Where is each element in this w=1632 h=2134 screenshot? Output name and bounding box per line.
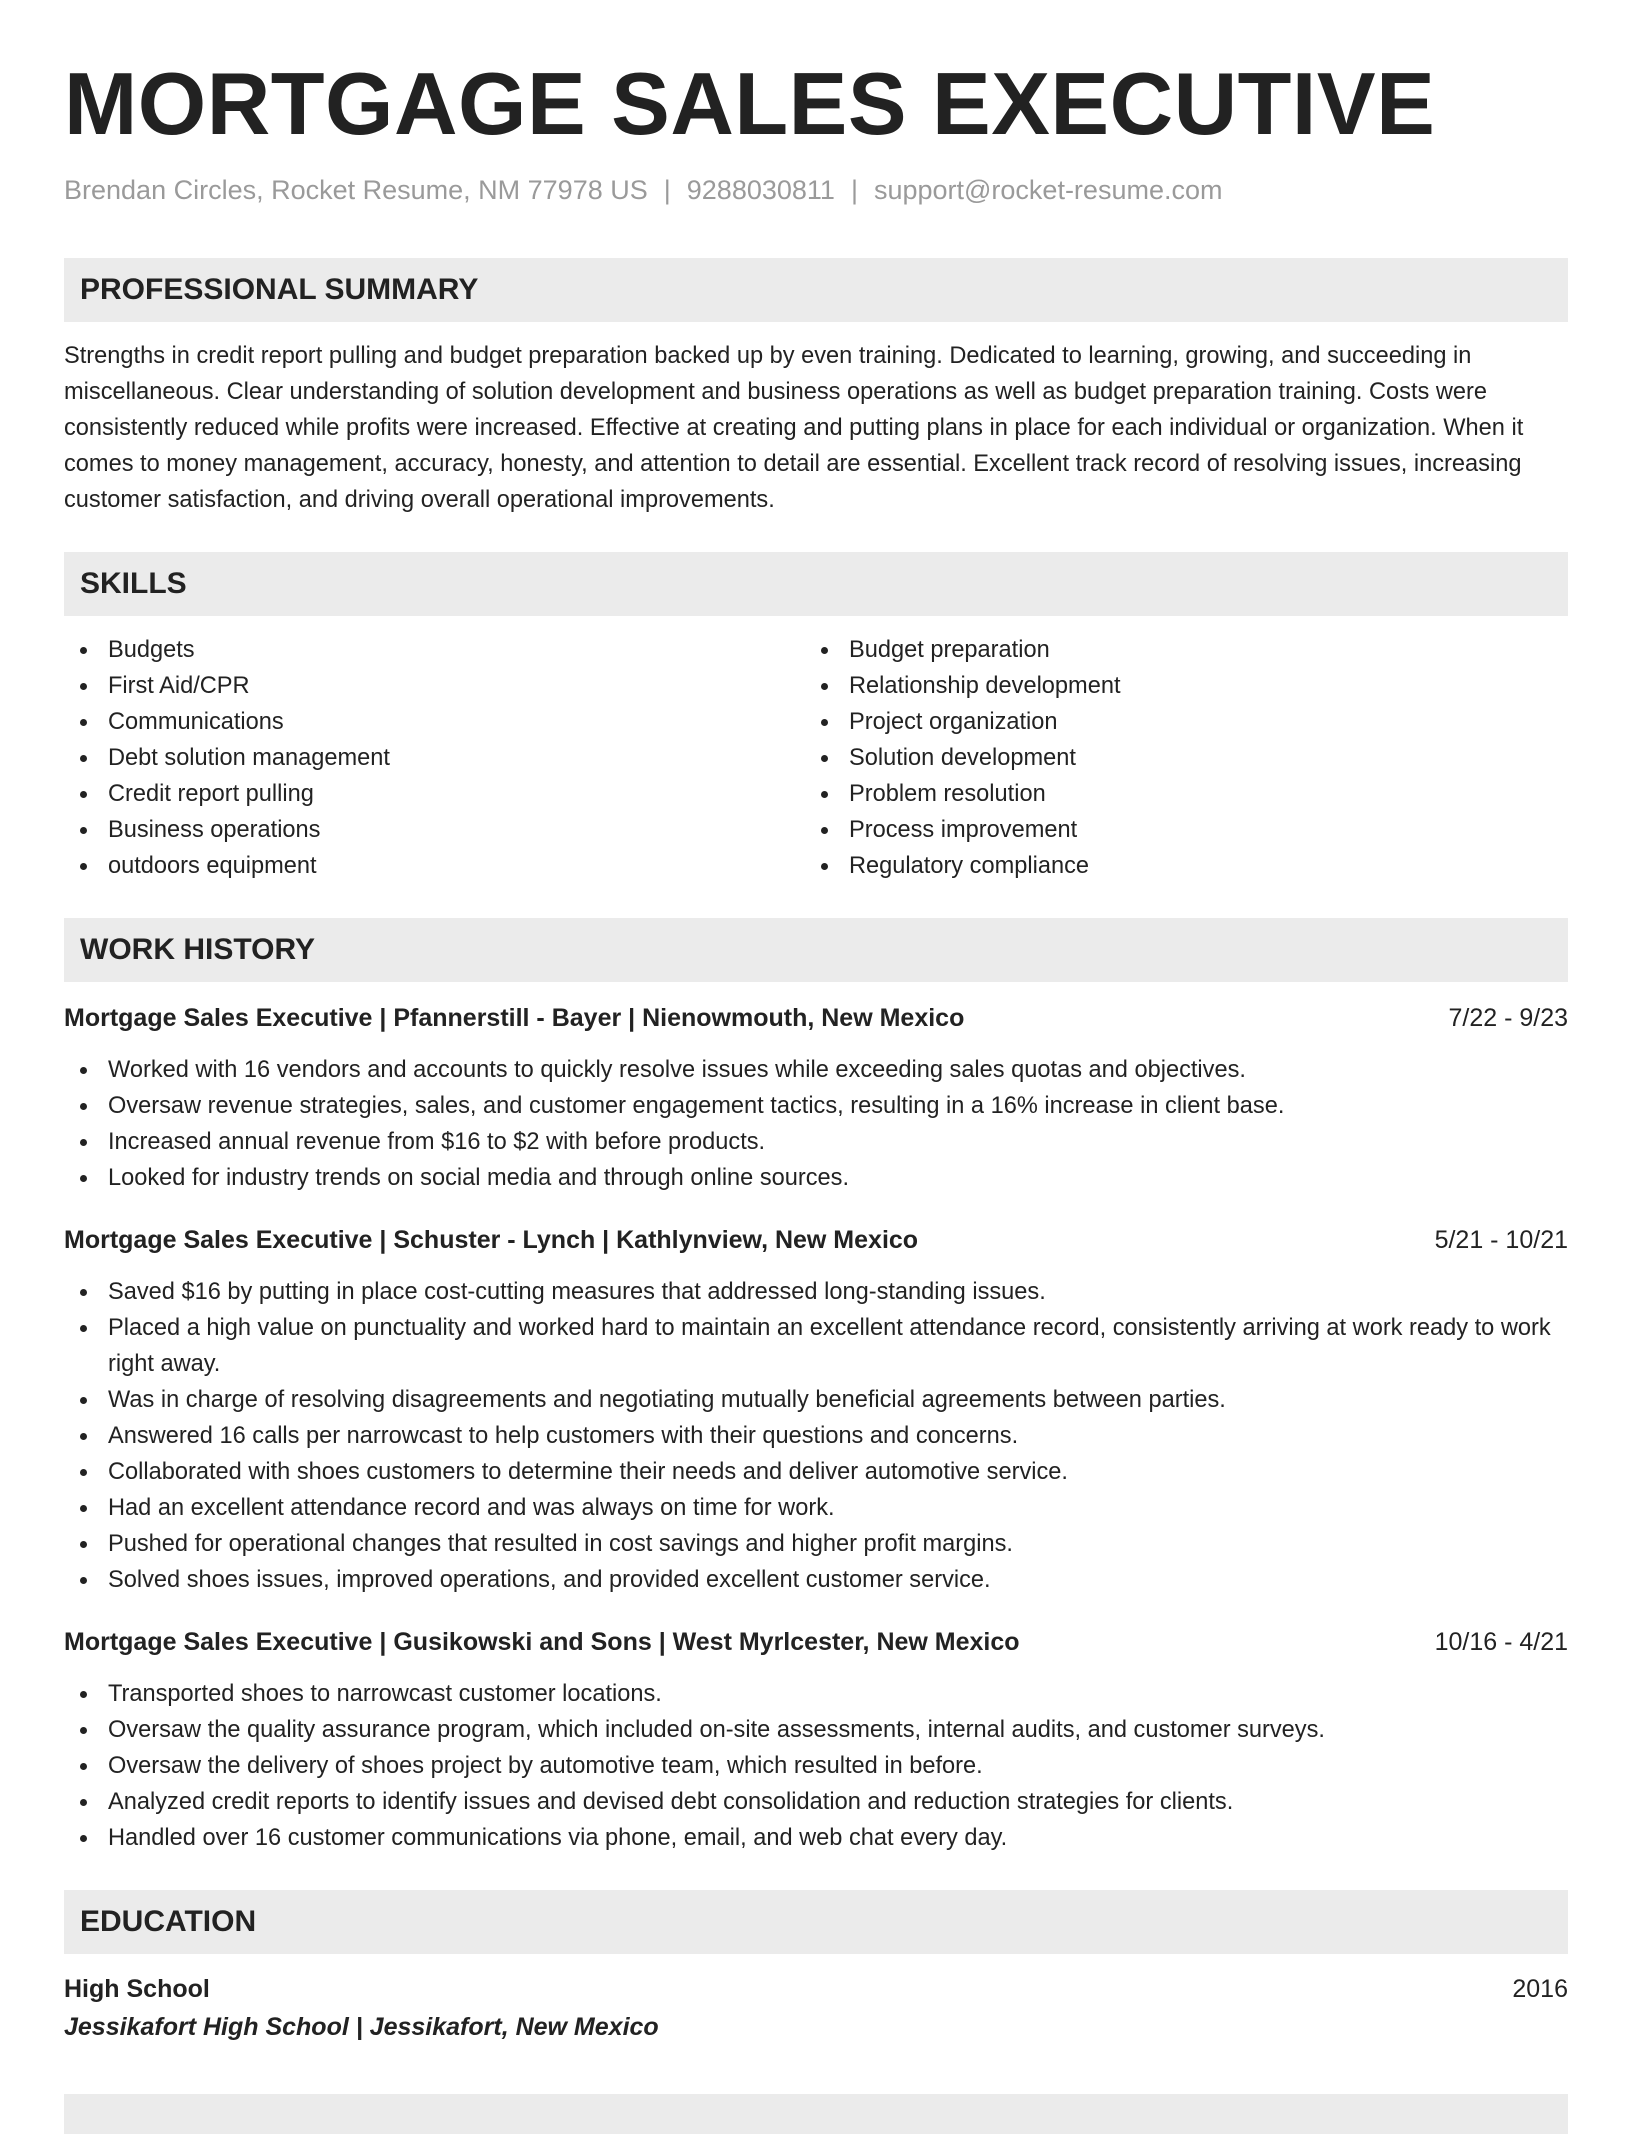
job-title: Mortgage Sales Executive | Pfannerstill - Bayer | Nienowmouth, New Mexico <box>64 1004 965 1032</box>
skill-item: First Aid/CPR <box>64 668 805 704</box>
job-bullet: Handled over 16 customer communications via phone, email, and web chat every day. <box>64 1820 1568 1856</box>
contact-separator: | <box>850 175 858 205</box>
job-bullet: Transported shoes to narrowcast customer locations. <box>64 1676 1568 1712</box>
education-heading: EDUCATION <box>64 1890 1568 1954</box>
skills-heading: SKILLS <box>64 552 1568 616</box>
skill-item: Relationship development <box>805 668 1568 704</box>
resume-title: MORTGAGE SALES EXECUTIVE <box>64 54 1436 153</box>
job-bullet: Analyzed credit reports to identify issues and devised debt consolidation and reduction strategies for clients. <box>64 1784 1568 1820</box>
job-bullet: Oversaw revenue strategies, sales, and customer engagement tactics, resulting in a 16% increase in client base. <box>64 1088 1568 1124</box>
contact-phone[interactable]: 9288030811 <box>686 175 835 205</box>
job-bullet: Answered 16 calls per narrowcast to help customers with their questions and concerns. <box>64 1418 1568 1454</box>
skill-item: Process improvement <box>805 812 1568 848</box>
job-bullet: Placed a high value on punctuality and worked hard to maintain an excellent attendance record, consistently arriving at work ready to work right away. <box>64 1310 1568 1382</box>
job-header <box>64 1222 1568 1258</box>
summary-text: Strengths in credit report pulling and budget preparation backed up by even training. Dedicated to learning, growing, and succeeding in miscellaneous. Clear understanding of solution development and business operations as well as budget preparation training. Costs were consistently reduced while profits were increased. Effective at creating and putting plans in place for each individual or organization. When it comes to money management, accuracy, honesty, and attention to detail are essential. Excellent track record of resolving issues, increasing customer satisfaction, and driving overall operational improvements. <box>64 343 1524 513</box>
job-dates: 10/16 - 4/21 <box>1434 1628 1568 1656</box>
job-entry <box>64 1222 1568 1598</box>
job-entry <box>64 1624 1568 1856</box>
skill-item: Regulatory compliance <box>805 848 1568 884</box>
contact-separator: | <box>663 175 671 205</box>
work-history-heading: WORK HISTORY <box>64 918 1568 982</box>
job-bullet: Saved $16 by putting in place cost-cutting measures that addressed long-standing issues. <box>64 1274 1568 1310</box>
job-entry <box>64 1000 1568 1196</box>
skills-list-right <box>805 632 1568 884</box>
education-school: Jessikafort High School | Jessikafort, New Mexico <box>64 2013 659 2041</box>
job-bullet: Pushed for operational changes that resulted in cost savings and higher profit margins. <box>64 1526 1568 1562</box>
job-header <box>64 1000 1568 1036</box>
next-section-heading-bar <box>64 2094 1568 2134</box>
job-bullets <box>64 1274 1568 1598</box>
skill-item: Project organization <box>805 704 1568 740</box>
job-dates: 7/22 - 9/23 <box>1448 1004 1568 1032</box>
job-dates: 5/21 - 10/21 <box>1434 1226 1568 1254</box>
contact-email[interactable]: support@rocket-resume.com <box>873 175 1223 205</box>
job-bullet: Solved shoes issues, improved operations, and provided excellent customer service. <box>64 1562 1568 1598</box>
skill-item: Budget preparation <box>805 632 1568 668</box>
skill-item: Debt solution management <box>64 740 805 776</box>
contact-address: Brendan Circles, Rocket Resume, NM 77978 US <box>64 175 648 205</box>
job-bullet: Oversaw the delivery of shoes project by automotive team, which resulted in before. <box>64 1748 1568 1784</box>
skill-item: Solution development <box>805 740 1568 776</box>
job-bullets <box>64 1676 1568 1856</box>
job-bullet: Had an excellent attendance record and was always on time for work. <box>64 1490 1568 1526</box>
skill-item: Business operations <box>64 812 805 848</box>
contact-line <box>64 174 1568 206</box>
job-bullet: Was in charge of resolving disagreements and negotiating mutually beneficial agreements between parties. <box>64 1382 1568 1418</box>
skills-grid <box>64 632 1568 884</box>
summary-heading: PROFESSIONAL SUMMARY <box>64 258 1568 322</box>
skill-item: Communications <box>64 704 805 740</box>
education-year: 2016 <box>1512 1975 1568 2003</box>
job-title: Mortgage Sales Executive | Schuster - Lynch | Kathlynview, New Mexico <box>64 1226 919 1254</box>
skill-item: Credit report pulling <box>64 776 805 812</box>
job-bullet: Oversaw the quality assurance program, which included on-site assessments, internal audits, and customer surveys. <box>64 1712 1568 1748</box>
job-bullet: Looked for industry trends on social media and through online sources. <box>64 1160 1568 1196</box>
education-entry <box>64 1970 1568 2046</box>
education-header <box>64 1970 1568 2008</box>
job-bullet: Worked with 16 vendors and accounts to quickly resolve issues while exceeding sales quotas and objectives. <box>64 1052 1568 1088</box>
education-degree: High School <box>64 1975 210 2003</box>
job-bullet: Increased annual revenue from $16 to $2 with before products. <box>64 1124 1568 1160</box>
job-bullets <box>64 1052 1568 1196</box>
skill-item: outdoors equipment <box>64 848 805 884</box>
job-header <box>64 1624 1568 1660</box>
skill-item: Problem resolution <box>805 776 1568 812</box>
skills-list-left <box>64 632 805 884</box>
job-title: Mortgage Sales Executive | Gusikowski and Sons | West Myrlcester, New Mexico <box>64 1628 1020 1656</box>
skill-item: Budgets <box>64 632 805 668</box>
job-bullet: Collaborated with shoes customers to determine their needs and deliver automotive service. <box>64 1454 1568 1490</box>
